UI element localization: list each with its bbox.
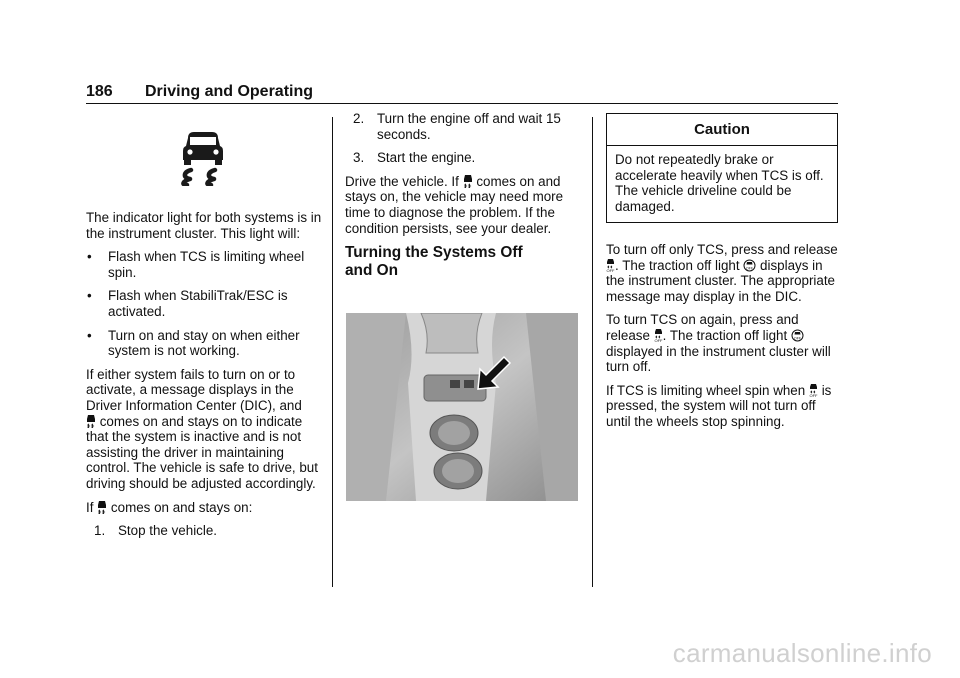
svg-text:OFF: OFF	[606, 267, 615, 272]
turn-on-paragraph	[606, 312, 842, 374]
traction-off-light-icon	[791, 329, 804, 342]
watermark[interactable]: carmanualsonline.info	[672, 638, 932, 668]
svg-text:OFF: OFF	[746, 266, 754, 271]
turn-off-paragraph	[606, 242, 842, 304]
indicator-intro: The indicator light for both systems is in the instrument cluster. This light will:	[86, 210, 322, 241]
bullet-text: Flash when StabiliTrak/ESC is activated.	[108, 288, 288, 319]
stays-on-paragraph	[86, 500, 322, 516]
failure-text-a: If either system fails to turn on or to activate, a message displays in the Driver Information Center (DIC), and	[86, 366, 302, 413]
limiting-text-b: is pressed, the system will not turn off until the wheels stop spinning.	[606, 382, 832, 429]
page-header	[86, 84, 838, 104]
step-text: Start the engine.	[377, 150, 476, 166]
turn-off-text-c: displays in the instrument cluster. The appropriate message may display in the DIC.	[606, 257, 836, 304]
traction-control-car-icon	[463, 174, 473, 188]
step-number: 1.	[94, 523, 106, 539]
section-title: Driving and Operating	[145, 83, 314, 100]
subheading: Turning the Systems Off and On	[345, 244, 523, 280]
caution-body: Do not repeatedly brake or accelerate heavily when TCS is off. The vehicle driveline could be damaged.	[615, 152, 824, 214]
traction-control-car-icon	[86, 130, 322, 188]
caution-title: Caution	[607, 114, 837, 146]
page-number: 186	[86, 83, 113, 100]
traction-off-light-icon	[743, 259, 756, 272]
list-item	[86, 249, 322, 280]
list-item	[86, 288, 322, 319]
svg-text:OFF: OFF	[654, 337, 663, 342]
turn-off-text-b: . The traction off light	[615, 257, 740, 273]
caution-box	[606, 113, 838, 223]
limiting-paragraph	[606, 383, 842, 430]
bullet-text: Turn on and stay on when either system is not working.	[108, 327, 300, 359]
list-item	[86, 523, 322, 539]
step-number: 3.	[353, 150, 365, 166]
column-divider-left	[332, 117, 333, 587]
list-item	[345, 150, 581, 166]
turn-on-text-a: To turn TCS on again, press and release	[606, 312, 799, 343]
column-2	[345, 111, 581, 280]
column-divider-right	[592, 117, 593, 587]
bullet-mark: •	[87, 249, 92, 265]
failure-text-b: comes on and stays on to indicate that the system is inactive and is not assisting the driver in maintaining control. The vehicle is safe to drive, but driving should be adjusted accordingly.	[86, 413, 318, 491]
failure-paragraph	[86, 367, 322, 492]
column-1	[86, 130, 322, 547]
traction-off-button-icon	[809, 383, 818, 397]
column-3	[606, 242, 842, 438]
traction-off-button-icon	[606, 258, 615, 272]
if-text: If	[86, 499, 94, 515]
drive-paragraph	[345, 174, 581, 236]
stays-on-text: comes on and stays on:	[110, 499, 253, 515]
turn-on-text-b: . The traction off light	[662, 327, 788, 343]
step-number: 2.	[353, 111, 365, 126]
traction-off-button-icon	[654, 328, 663, 342]
traction-control-car-icon	[97, 500, 107, 514]
step-text: Stop the vehicle.	[118, 523, 218, 539]
traction-control-car-icon	[86, 414, 96, 428]
console-photo	[346, 313, 578, 501]
svg-text:OFF: OFF	[793, 336, 801, 341]
bullet-mark: •	[87, 327, 92, 343]
drive-text-a: Drive the vehicle. If	[345, 173, 459, 189]
list-item	[345, 111, 581, 142]
svg-text:OFF: OFF	[809, 392, 818, 397]
turn-on-text-c: displayed in the instrument cluster will turn off.	[606, 343, 831, 375]
drive-text-b: comes on and stays on, the vehicle may need more time to diagnose the problem. If the condition persists, see your dealer.	[345, 173, 564, 236]
limiting-text-a: If TCS is limiting wheel spin when	[606, 382, 806, 398]
bullet-mark: •	[87, 288, 92, 304]
bullet-text: Flash when TCS is limiting wheel spin.	[108, 249, 305, 280]
step-text: Turn the engine off and wait 15 seconds.	[377, 111, 561, 142]
list-item	[86, 328, 322, 359]
turn-off-text-a: To turn off only TCS, press and release	[606, 242, 838, 257]
